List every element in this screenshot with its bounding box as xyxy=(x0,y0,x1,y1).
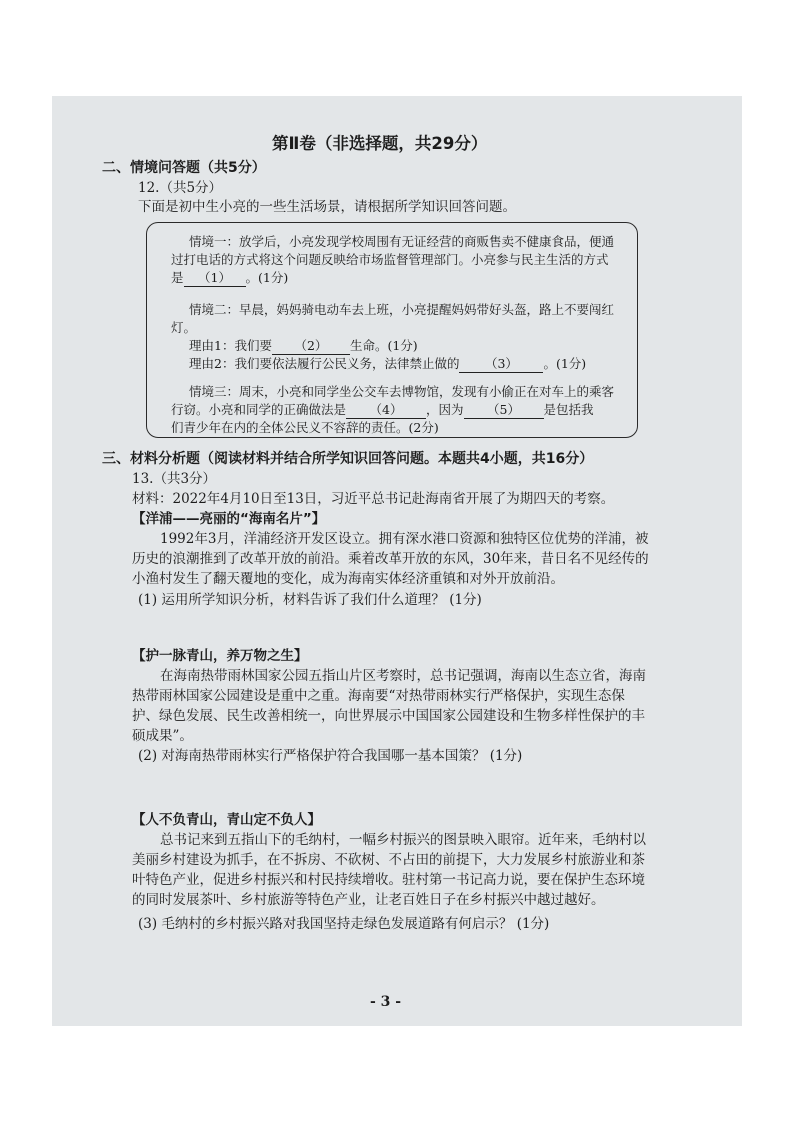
scenario1-line3 xyxy=(171,269,288,287)
page-title: 第Ⅱ卷（非选择题，共29分） xyxy=(272,134,488,153)
paragraph3-line1: 总书记来到五指山下的毛纳村，一幅乡村振兴的图景映入眼帘。近年来，毛纳村以 xyxy=(160,832,646,848)
scenario1-line3-pre: 是 xyxy=(171,270,184,285)
scenario-box xyxy=(146,222,638,438)
scenario2-line2: 灯。 xyxy=(171,320,197,335)
answer-blank-3[interactable]: （3） xyxy=(459,356,543,373)
q12-label: 12.（共5分） xyxy=(138,180,223,196)
page-content xyxy=(52,96,742,1026)
reason1-line xyxy=(189,337,418,355)
scenario3-line2 xyxy=(171,401,594,419)
paragraph3-line4: 的同时发展茶叶、乡村旅游等特色产业，让老百姓日子在乡村振兴中越过越好。 xyxy=(132,892,605,908)
paragraph2-line2: 热带雨林国家公园建设是重中之重。海南要“对热带雨林实行严格保护，实现生态保 xyxy=(132,688,625,704)
scenario3-line1: 情境三：周末，小亮和同学坐公交车去博物馆，发现有小偷正在对车上的乘客 xyxy=(189,384,615,399)
reason2-pre: 理由2：我们要依法履行公民义务，法律禁止做的 xyxy=(189,356,460,371)
answer-blank-5[interactable]: （5） xyxy=(464,402,544,419)
section2-heading: 二、情境问答题（共5分） xyxy=(102,160,266,176)
section3-heading: 三、材料分析题（阅读材料并结合所学知识回答问题。本题共4小题，共16分） xyxy=(102,451,594,467)
q13-label: 13.（共3分） xyxy=(132,471,217,487)
scenario1-line3-post: 。(1分) xyxy=(245,270,289,285)
question-3: (3) 毛纳村的乡村振兴路对我国坚持走绿色发展道路有何启示？ (1分) xyxy=(138,916,550,932)
reason1-post: 生命。(1分) xyxy=(349,338,418,353)
page-number: - 3 - xyxy=(370,994,402,1010)
q12-intro: 下面是初中生小亮的一些生活场景，请根据所学知识回答问题。 xyxy=(138,199,516,215)
exam-page xyxy=(52,96,742,1026)
paragraph2-line4: 硕成果”。 xyxy=(132,728,193,744)
paragraph3-heading: 【人不负青山，青山定不负人】 xyxy=(132,812,321,828)
scenario2-line1: 情境二：早晨，妈妈骑电动车去上班，小亮提醒妈妈带好头盔，路上不要闯红 xyxy=(189,302,615,317)
scenario3-line2-post: 是包括我 xyxy=(543,402,594,417)
paragraph3-line3: 叶特色产业，促进乡村振兴和村民持续增收。驻村第一书记高力说，要在保护生态环境 xyxy=(132,872,645,888)
answer-blank-4[interactable]: （4） xyxy=(346,402,426,419)
scenario3-line2-mid: ，因为 xyxy=(426,402,464,417)
reason2-line xyxy=(189,355,586,373)
paragraph1-line2: 历史的浪潮推到了改革开放的前沿。乘着改革开放的东风，30年来，昔日名不见经传的 xyxy=(132,551,649,567)
scenario3-line3: 们青少年在内的全体公民义不容辞的责任。(2分) xyxy=(171,420,439,435)
question-2: (2) 对海南热带雨林实行严格保护符合我国哪一基本国策？ (1分) xyxy=(138,748,523,764)
question-1: (1) 运用所学知识分析，材料告诉了我们什么道理？ (1分) xyxy=(138,592,482,608)
answer-blank-2[interactable]: （2） xyxy=(272,338,350,355)
reason2-post: 。(1分) xyxy=(543,356,587,371)
paragraph2-line3: 护、绿色发展、民生改善相统一，向世界展示中国国家公园建设和生物多样性保护的丰 xyxy=(132,708,645,724)
paragraph1-heading: 【洋浦——亮丽的“海南名片”】 xyxy=(132,511,326,527)
scenario3-line2-pre: 行窃。小亮和同学的正确做法是 xyxy=(171,402,347,417)
paragraph2-line1: 在海南热带雨林国家公园五指山片区考察时，总书记强调，海南以生态立省，海南 xyxy=(160,668,646,684)
reason1-pre: 理由1：我们要 xyxy=(189,338,272,353)
scenario1-line1: 情境一：放学后，小亮发现学校周围有无证经营的商贩售卖不健康食品，便通 xyxy=(189,234,615,249)
paragraph3-line2: 美丽乡村建设为抓手，在不拆房、不砍树、不占田的前提下，大力发展乡村旅游业和茶 xyxy=(132,852,645,868)
paragraph1-line1: 1992年3月，洋浦经济开发区设立。拥有深水港口资源和独特区位优势的洋浦，被 xyxy=(160,531,649,547)
scenario1-line2: 过打电话的方式将这个问题反映给市场监督管理部门。小亮参与民主生活的方式 xyxy=(171,252,609,267)
answer-blank-1[interactable]: （1） xyxy=(184,270,246,287)
material-intro: 材料：2022年4月10日至13日，习近平总书记赴海南省开展了为期四天的考察。 xyxy=(132,491,615,507)
paragraph2-heading: 【护一脉青山，养万物之生】 xyxy=(132,648,308,664)
paragraph1-line3: 小渔村发生了翻天覆地的变化，成为海南实体经济重镇和对外开放前沿。 xyxy=(132,571,564,587)
